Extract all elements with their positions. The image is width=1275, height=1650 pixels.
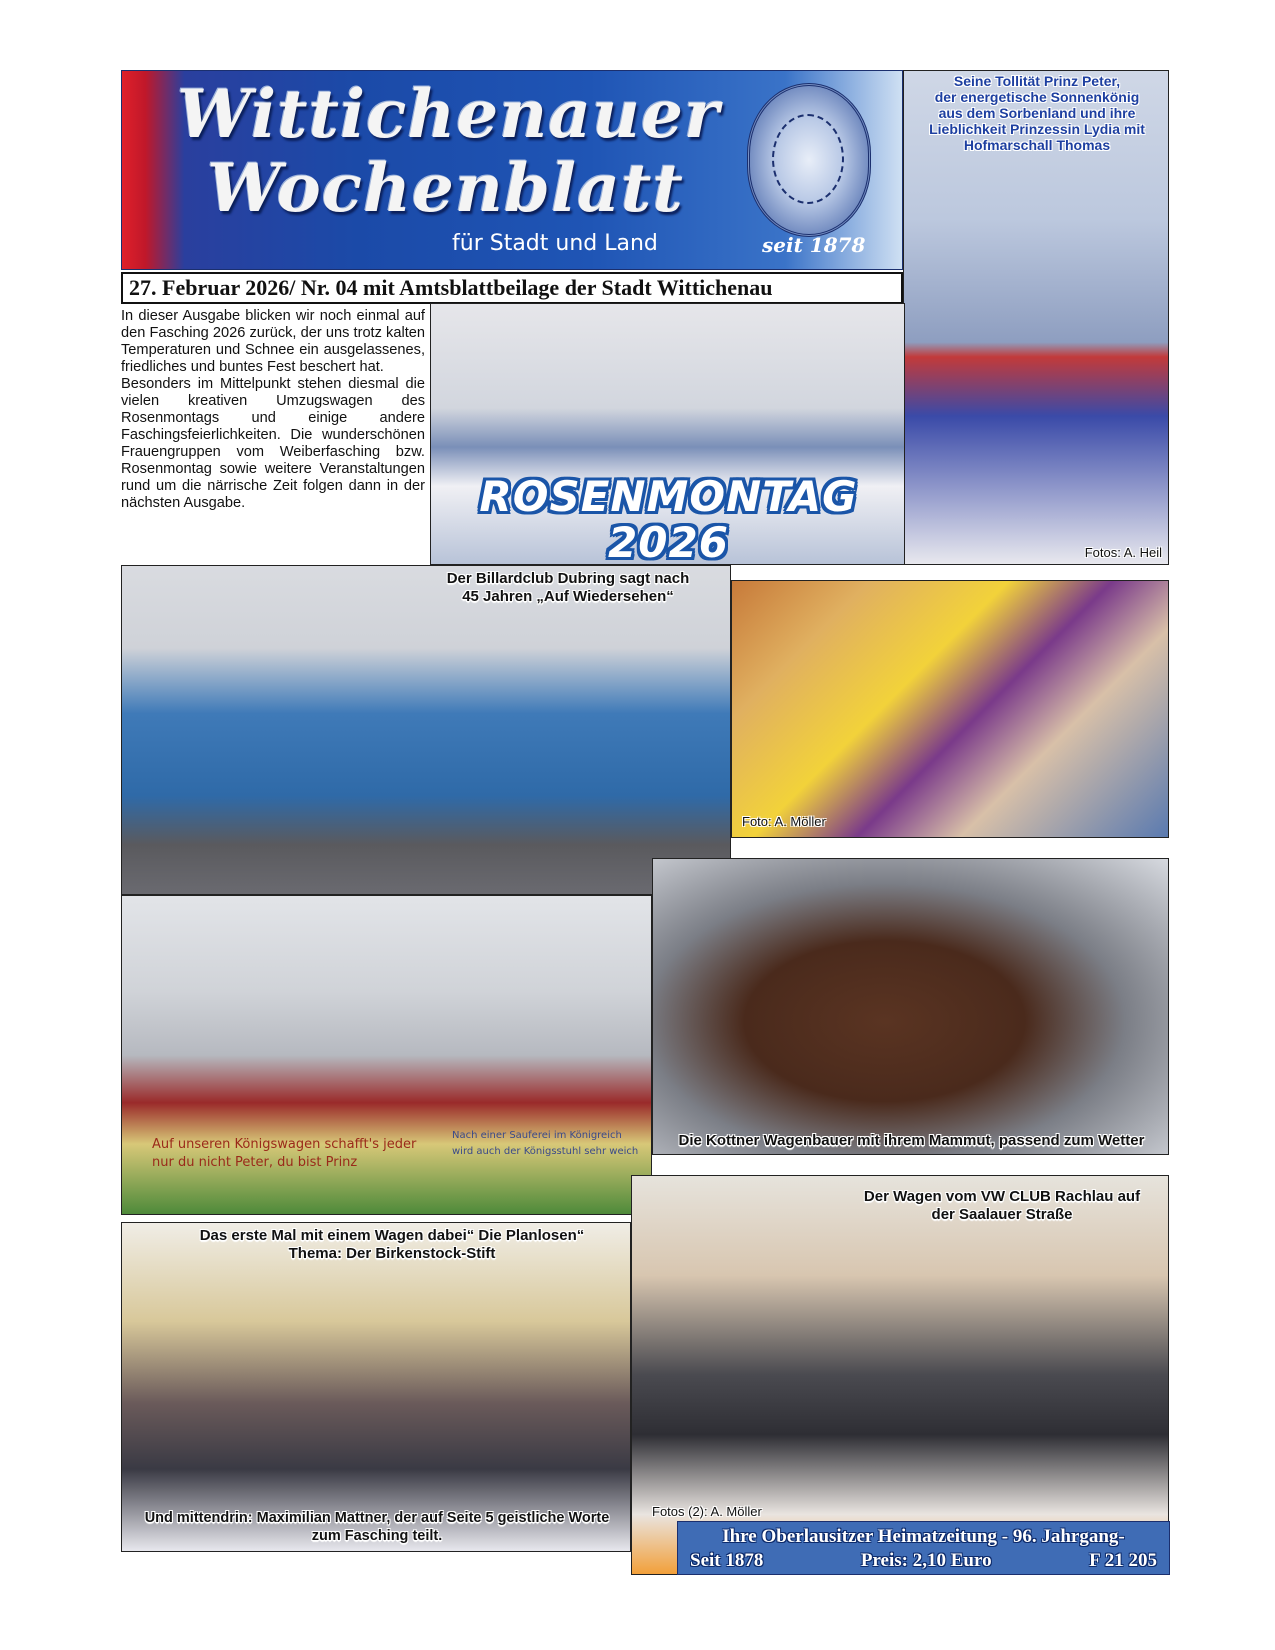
photo-rosenmontag [430, 303, 905, 565]
photo-prince-couple [903, 70, 1169, 565]
float-banner-right [452, 1128, 652, 1160]
issue-dateline: 27. Februar 2026/ Nr. 04 mit Amtsblattbeilage der Stadt Wittichenau [121, 272, 903, 304]
caption-line: Und mittendrin: Maximilian Mattner, der auf Seite 5 geistliche Worte [144, 1510, 610, 1526]
caption-line: der Saalauer Straße [931, 1206, 1073, 1223]
intro-paragraph: Besonders im Mittelpunkt stehen diesmal die vielen kreativen Umzugswagen des Rosenmontags und einige andere Faschingsfeierlichkeiten. Die wunderschönen Frauengruppen vom Weiberfasching bzw. Rosenmontag sowie weitere Veranstaltungen rund um die närrische Zeit folgen dann in der nächsten Ausgabe. [121, 376, 425, 511]
float-banner-left [152, 1136, 452, 1172]
footer-line-2 [678, 1549, 1169, 1573]
caption-line: Seine Tollität Prinz Peter, [953, 73, 1121, 89]
masthead-since: seit 1878 [762, 233, 866, 257]
photo-credit: Fotos: A. Heil [1084, 545, 1162, 560]
photo-caption-royals [904, 73, 1169, 153]
photo-vw-club-float [631, 1175, 1169, 1575]
footer-line-1: Ihre Oberlausitzer Heimatzeitung - 96. Jahrgang- [722, 1526, 1125, 1547]
photo-birkenstock-float [121, 1222, 631, 1552]
rosenmontag-headline [431, 474, 905, 565]
photo-credit: Fotos (2): A. Möller [652, 1504, 762, 1519]
banner-line: wird auch der Königsstuhl sehr weich [452, 1146, 639, 1157]
photo-mammoth-float [652, 858, 1169, 1155]
caption-line: aus dem Sorbenland und ihre [938, 105, 1136, 121]
newspaper-title [177, 77, 720, 225]
title-line-2: Wochenblatt [207, 149, 684, 227]
photo-billardclub-carriage [121, 565, 731, 895]
title-line-1: Wittichenauer [177, 75, 720, 153]
photo-caption-billard [418, 570, 718, 606]
town-seal-icon [747, 83, 871, 237]
photo-caption-birkenstock-top [182, 1227, 602, 1263]
masthead-subtitle: für Stadt und Land [452, 231, 658, 256]
photo-castle-float [121, 895, 652, 1215]
caption-line: Thema: Der Birkenstock-Stift [288, 1245, 496, 1262]
caption-line: Das erste Mal mit einem Wagen dabei“ Die Planlosen“ [199, 1227, 585, 1244]
banner-line: Nach einer Sauferei im Königreich [452, 1130, 622, 1141]
photo-credit: Foto: A. Möller [742, 814, 826, 829]
caption-line: der energetische Sonnenkönig [934, 89, 1140, 105]
footer-code: F 21 205 [1089, 1550, 1157, 1571]
caption-line: Lieblichkeit Prinzessin Lydia mit [929, 121, 1145, 137]
caption-line: Hofmarschall Thomas [963, 137, 1111, 153]
masthead [121, 70, 903, 270]
headline-line-2: 2026 [608, 518, 729, 565]
footer-since: Seit 1878 [690, 1550, 764, 1571]
banner-line: nur du nicht Peter, du bist Prinz [152, 1155, 358, 1170]
photo-caption-mammut: Die Kottner Wagenbauer mit ihrem Mammut, passend zum Wetter [678, 1132, 1145, 1149]
banner-line: Auf unseren Königswagen schafft's jeder [152, 1137, 417, 1152]
intro-text [121, 308, 425, 512]
caption-line: zum Fasching teilt. [311, 1528, 443, 1544]
caption-line: Der Wagen vom VW CLUB Rachlau auf [863, 1188, 1141, 1205]
photo-caption-birkenstock-bottom [122, 1509, 631, 1545]
intro-paragraph: In dieser Ausgabe blicken wir noch einmal auf den Fasching 2026 zurück, der uns trotz kalten Temperaturen und Schnee ein ausgelassenes, friedliches und buntes Fest beschert hat. [121, 308, 425, 375]
caption-line: Der Billardclub Dubring sagt nach [446, 570, 690, 587]
photo-caption-vw [842, 1188, 1162, 1224]
footer-price: Preis: 2,10 Euro [860, 1550, 992, 1571]
photo-crowd [731, 580, 1169, 838]
caption-line: 45 Jahren „Auf Wiedersehen“ [462, 588, 674, 605]
headline-line-1: ROSENMONTAG [479, 472, 858, 521]
footer-info-box [677, 1521, 1170, 1575]
